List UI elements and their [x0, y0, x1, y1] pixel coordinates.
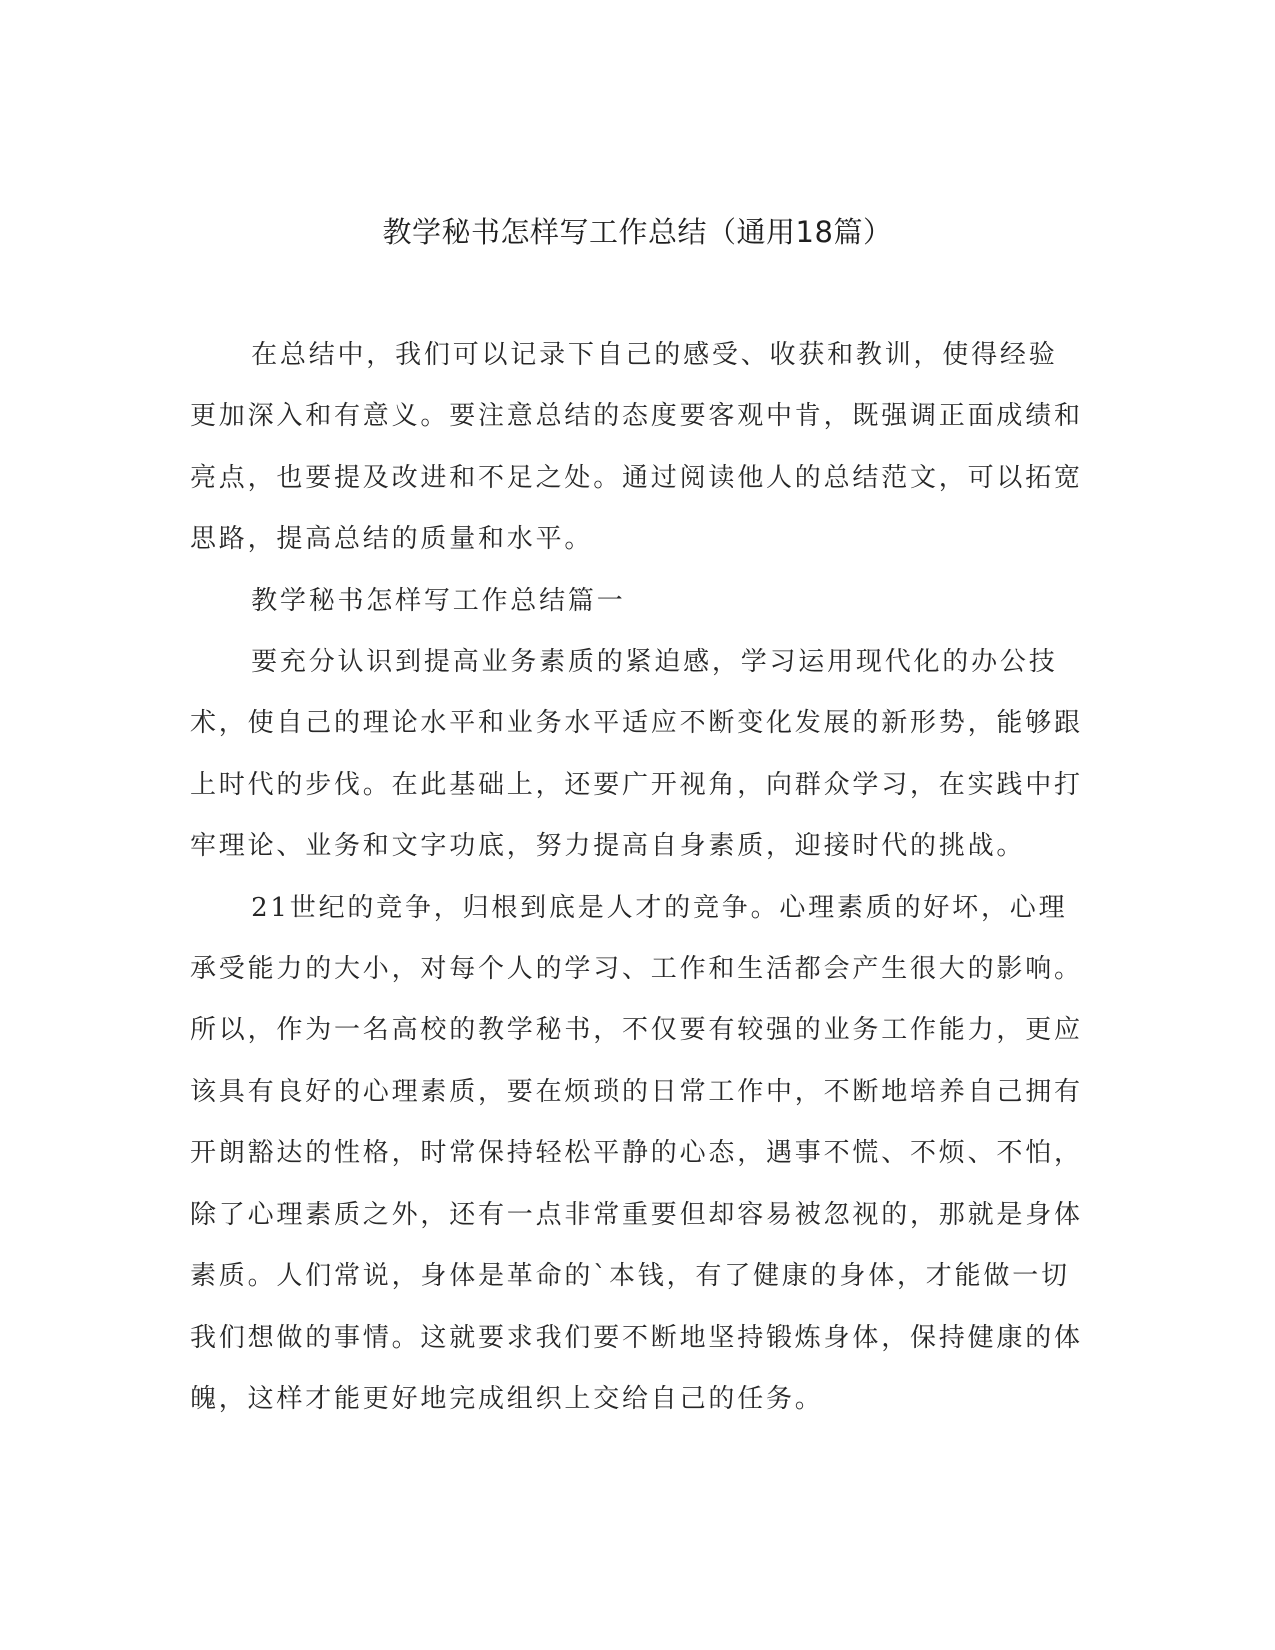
paragraph-psychological-quality: 21世纪的竞争，归根到底是人才的竞争。心理素质的好坏，心理承受能力的大小，对每个人的学习、工作和生活都会产生很大的影响。所以，作为一名高校的教学秘书，不仅要有较强的业务工作能力，更应该具有良好的心理素质，要在烦琐的日常工作中，不断地培养自己拥有开朗豁达的性格，时常保持轻松平静的心态，遇事不慌、不烦、不怕，除了心理素质之外，还有一点非常重要但却容易被忽视的，那就是身体素质。人们常说，身体是革命的`本钱，有了健康的身体，才能做一切我们想做的事情。这就要求我们要不断地坚持锻炼身体，保持健康的体魄，这样才能更好地完成组织上交给自己的任务。 [190, 892, 1083, 1414]
document-body [190, 325, 1085, 1430]
paragraph-intro: 在总结中，我们可以记录下自己的感受、收获和教训，使得经验更加深入和有意义。要注意总结的态度要客观中肯，既强调正面成绩和亮点，也要提及改进和不足之处。通过阅读他人的总结范文，可以拓宽思路，提高总结的质量和水平。 [190, 340, 1083, 555]
paragraph-business-quality: 要充分认识到提高业务素质的紧迫感，学习运用现代化的办公技术，使自己的理论水平和业务水平适应不断变化发展的新形势，能够跟上时代的步伐。在此基础上，还要广开视角，向群众学习，在实践中打牢理论、业务和文字功底，努力提高自身素质，迎接时代的挑战。 [190, 647, 1083, 862]
document-title: 教学秘书怎样写工作总结（通用18篇） [382, 215, 893, 249]
section-heading-part-one: 教学秘书怎样写工作总结篇一 [251, 585, 626, 616]
